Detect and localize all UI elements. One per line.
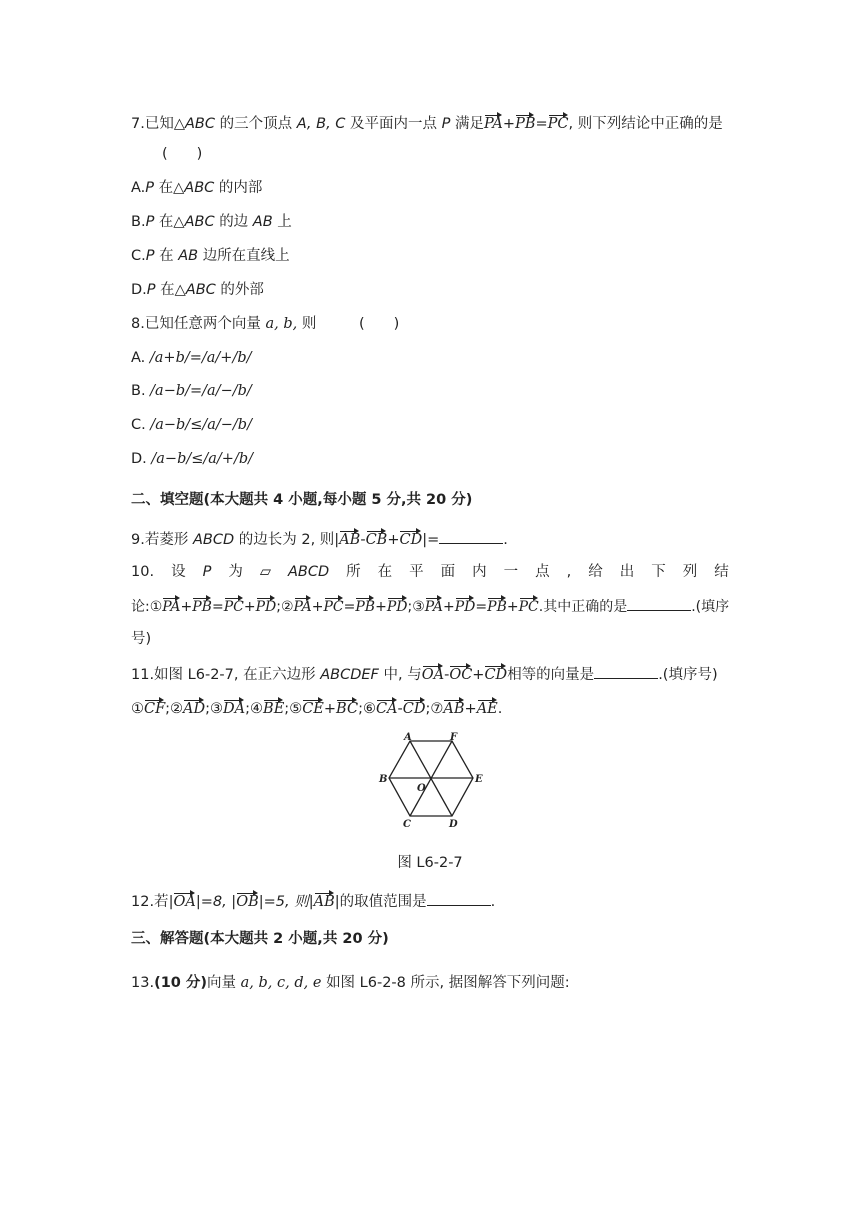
q10-word: 内 [472, 564, 487, 580]
op: + [243, 599, 256, 615]
option-letter: C. [131, 417, 146, 433]
option-letter: D. [131, 282, 147, 298]
sep: ; [276, 599, 281, 615]
q10-line3: 号) [131, 631, 152, 647]
q8-text: 8.已知任意两个向量 [131, 316, 261, 332]
sep: ; [425, 701, 431, 717]
label-f: F [450, 732, 458, 743]
answer-blank[interactable] [627, 596, 691, 611]
option-text: 边所在直线上 [202, 248, 290, 264]
option-text: 在△ [160, 282, 186, 298]
circled-number: ③ [412, 599, 425, 615]
q10-line2 [131, 595, 729, 617]
q9-text: . [503, 532, 508, 548]
q9-text: 9.若菱形 [131, 532, 189, 548]
option-var: ABC [184, 214, 215, 230]
answer-blank[interactable] [594, 664, 658, 679]
q13-text: 向量 [207, 975, 237, 991]
q11-text: . [497, 701, 503, 717]
option-expr: /a−b/≤/a/+/b/ [151, 451, 254, 467]
q9 [131, 528, 508, 550]
q10-word: 为 [228, 564, 243, 580]
vector-pb: PB [192, 595, 212, 615]
q11-text: .(填序号) [658, 667, 718, 683]
q8-option-a [131, 348, 252, 368]
abs-bar: | [231, 894, 237, 910]
q10-word: ABCD [287, 564, 330, 580]
q11-choices [131, 697, 502, 719]
op: + [443, 599, 455, 615]
vector-ab: AB [339, 528, 360, 548]
q13 [131, 973, 570, 993]
circled-number: ② [280, 599, 294, 615]
q10-word: 一 [503, 564, 519, 580]
abs-bar: | [334, 532, 340, 548]
q7-option-c [131, 246, 290, 266]
vector-pc: PC [548, 112, 569, 132]
op: + [472, 667, 485, 683]
circled-number: ② [170, 701, 184, 717]
vector-pa: PA [484, 112, 503, 132]
option-text: 在△ [158, 180, 185, 196]
vector-pc: PC [324, 595, 344, 615]
q12-text: . [490, 894, 496, 910]
abs-bar: |= [422, 532, 440, 548]
op: + [387, 532, 400, 548]
vector-ce: CE [302, 697, 324, 717]
q10-word: 出 [619, 564, 635, 580]
parallelogram-symbol: ▱ [259, 564, 271, 580]
q11-hexagon: ABCDEF [320, 667, 379, 683]
op: + [180, 599, 193, 615]
option-text: 在△ [158, 214, 185, 230]
q9-rhombus: ABCD [192, 532, 235, 548]
vector-cd: CD [403, 697, 426, 717]
sep: ; [205, 701, 211, 717]
q10-text: 论: [131, 599, 150, 615]
op: + [502, 116, 516, 132]
q13-number: 13. [131, 975, 155, 991]
q7-text: 及平面内一点 [350, 116, 438, 132]
q7-option-b [131, 212, 292, 232]
vector-pb: PB [515, 112, 535, 132]
q7-option-a [131, 178, 262, 198]
q13-text: 如图 L6-2-8 所示, 据图解答下列问题: [326, 975, 570, 991]
op: - [360, 532, 366, 548]
q10-word: 面 [440, 564, 456, 580]
vector-ob: OB [236, 890, 259, 910]
option-expr: /a−b/≤/a/−/b/ [150, 417, 252, 433]
q7-text: , 则下列结论中正确的是 [568, 116, 723, 132]
circled-number: ⑥ [362, 701, 376, 717]
q8-option-b [131, 381, 252, 401]
option-letter: B. [131, 383, 146, 399]
circled-number: ④ [250, 701, 264, 717]
op: + [464, 701, 477, 717]
vector-cd: CD [399, 528, 422, 548]
vector-cd: CD [484, 663, 507, 683]
q8-answer-paren: ( ) [358, 316, 400, 332]
vector-da: DA [223, 697, 245, 717]
q10-line1 [131, 562, 729, 582]
q12-text: |=8, [195, 894, 232, 910]
op: = [535, 116, 548, 132]
op: + [506, 599, 519, 615]
op: = [343, 599, 356, 615]
answer-blank[interactable] [439, 529, 503, 544]
vector-ad: AD [183, 697, 205, 717]
vector-ae: AE [477, 697, 498, 717]
option-expr: /a−b/=/a/−/b/ [150, 383, 252, 399]
q7-text: 7.已知△ [131, 116, 185, 132]
option-var: P [146, 282, 156, 298]
q10-word: 在 [377, 564, 393, 580]
option-letter: D. [131, 451, 147, 467]
q12-text: 12.若 [131, 894, 169, 910]
circled-number: ⑦ [430, 701, 444, 717]
q10-word: P [202, 564, 212, 580]
vector-pc: PC [224, 595, 244, 615]
section-heading-solve: 三、解答题(本大题共 2 小题,共 20 分) [131, 931, 389, 947]
q12-text: 的取值范围是 [339, 894, 427, 910]
vector-pd: PD [455, 595, 476, 615]
q7-option-d [131, 280, 264, 300]
q10-word: 给 [588, 564, 603, 580]
q10-word: 下 [651, 564, 666, 580]
q10-text: .其中正确的是 [538, 599, 628, 615]
q7-stem [131, 112, 723, 134]
q10-word: 结 [714, 564, 729, 580]
q7-vertices: A, B, C [296, 116, 346, 132]
option-text: 的边 [219, 214, 249, 230]
q11-text: 相等的向量是 [507, 667, 595, 683]
circled-number: ① [149, 599, 163, 615]
vector-pa: PA [425, 595, 443, 615]
option-text: 上 [277, 214, 292, 230]
q11-text: 11.如图 L6-2-7, 在正六边形 [131, 667, 316, 683]
op: + [323, 701, 337, 717]
option-var: P [145, 248, 155, 264]
label-o: O [417, 783, 426, 794]
option-var: AB [178, 248, 199, 264]
label-b: B [379, 774, 388, 785]
vector-pa: PA [162, 595, 180, 615]
q8-text: 则 [301, 316, 317, 332]
q10-word: , [566, 564, 572, 580]
vector-ab: AB [443, 697, 464, 717]
q10-word: 所 [346, 564, 361, 580]
op: + [375, 599, 387, 615]
label-c: C [403, 819, 411, 830]
q7-text: 的三个顶点 [219, 116, 293, 132]
q13-score: (10 分) [154, 975, 208, 991]
abs-bar: | [334, 894, 340, 910]
abs-bar: | [168, 894, 174, 910]
vector-be: BE [263, 697, 284, 717]
q11-text: 中, 与 [383, 667, 422, 683]
vector-pb: PB [355, 595, 375, 615]
vector-pd: PD [387, 595, 408, 615]
option-letter: C. [131, 248, 146, 264]
option-text: 的外部 [220, 282, 264, 298]
option-letter: A. [131, 350, 146, 366]
label-d: D [449, 819, 458, 830]
vector-pc: PC [519, 595, 539, 615]
q8-vars: a, b, [265, 316, 298, 332]
q11-stem [131, 663, 718, 685]
op: = [211, 599, 224, 615]
q12-text: |=5, 则 [258, 894, 309, 910]
option-letter: B. [131, 214, 146, 230]
vector-oa: OA [173, 890, 195, 910]
sep: ; [407, 599, 413, 615]
q8-option-c [131, 415, 252, 435]
section-heading-fill-blank: 二、填空题(本大题共 4 小题,每小题 5 分,共 20 分) [131, 492, 473, 508]
circled-number: ① [131, 701, 144, 717]
q9-text: 的边长为 2, 则 [238, 532, 335, 548]
circled-number: ③ [210, 701, 224, 717]
option-var: P [145, 214, 155, 230]
q10-word: 列 [682, 564, 698, 580]
vector-ca: CA [376, 697, 398, 717]
q10-word: 点 [535, 564, 550, 580]
vector-pa: PA [294, 595, 312, 615]
vector-bc: BC [336, 697, 358, 717]
option-expr: /a+b/=/a/+/b/ [149, 350, 252, 366]
answer-blank[interactable] [427, 891, 491, 906]
q8-stem [131, 314, 399, 334]
q7-triangle: ABC [185, 116, 215, 132]
op: = [475, 599, 488, 615]
option-text: 在 [159, 248, 174, 264]
vector-pd: PD [256, 595, 277, 615]
vector-ab: AB [314, 890, 335, 910]
q7-text: 满足 [455, 116, 484, 132]
op: + [311, 599, 324, 615]
figure-caption: 图 L6-2-7 [397, 855, 463, 871]
op: - [444, 667, 450, 683]
vector-pb: PB [487, 595, 507, 615]
vector-cb: CB [366, 528, 388, 548]
label-a: A [404, 732, 412, 743]
op: - [397, 701, 403, 717]
circled-number: ⑤ [289, 701, 303, 717]
q10-word: 设 [171, 564, 186, 580]
vector-oc: OC [449, 663, 472, 683]
q10-word: 平 [409, 564, 424, 580]
option-var: ABC [184, 180, 215, 196]
vector-oa: OA [422, 663, 444, 683]
sep: ; [245, 701, 251, 717]
option-letter: A. [131, 180, 146, 196]
q7-answer-paren: ( ) [162, 146, 203, 162]
option-var: P [145, 180, 155, 196]
sep: ; [358, 701, 363, 717]
abs-bar: | [308, 894, 314, 910]
sep: ; [284, 701, 290, 717]
option-var: ABC [185, 282, 216, 298]
option-text: 的内部 [218, 180, 263, 196]
sep: ; [165, 701, 171, 717]
q7-point: P [441, 116, 451, 132]
q10-word: 10. [131, 564, 155, 580]
q8-option-d [131, 449, 253, 469]
option-var: AB [252, 214, 273, 230]
vector-cf: CF [144, 697, 165, 717]
label-e: E [475, 774, 483, 785]
hexagon-figure [378, 732, 484, 832]
q10-text: .(填序 [691, 599, 730, 615]
q13-vars: a, b, c, d, e [240, 975, 322, 991]
q12 [131, 890, 495, 912]
